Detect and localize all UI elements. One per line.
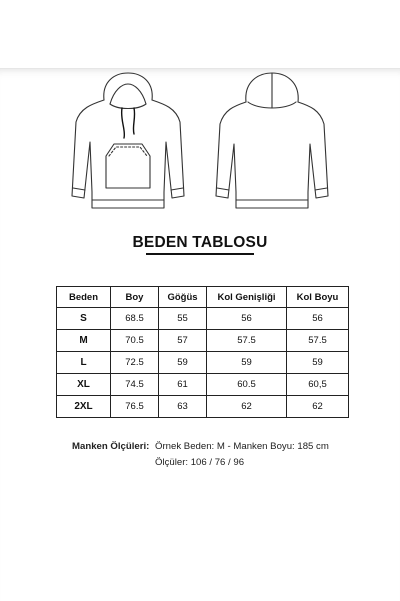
cell-boy: 76.5 xyxy=(111,396,159,418)
size-table xyxy=(56,286,349,418)
cell-boy: 74.5 xyxy=(111,374,159,396)
cell-size: M xyxy=(57,330,111,352)
cell-size: L xyxy=(57,352,111,374)
cell-gogus: 59 xyxy=(159,352,207,374)
model-sample-size: Örnek Beden: M - Manken Boyu: 185 cm xyxy=(155,441,329,452)
cell-kol-boyu: 60,5 xyxy=(287,374,349,396)
header-beden: Beden xyxy=(57,287,111,308)
header-kol-boyu: Kol Boyu xyxy=(287,287,349,308)
cell-size: S xyxy=(57,308,111,330)
header-kol-genisligi: Kol Genişliği xyxy=(207,287,287,308)
hoodie-front-icon xyxy=(64,70,192,216)
cell-boy: 70.5 xyxy=(111,330,159,352)
table-row xyxy=(57,308,349,330)
cell-kol-boyu: 62 xyxy=(287,396,349,418)
cell-kol-genisligi: 56 xyxy=(207,308,287,330)
header-gogus: Göğüs xyxy=(159,287,207,308)
cell-kol-boyu: 56 xyxy=(287,308,349,330)
cell-boy: 68.5 xyxy=(111,308,159,330)
table-row xyxy=(57,330,349,352)
top-band xyxy=(0,0,400,68)
cell-gogus: 57 xyxy=(159,330,207,352)
model-measurements-label: Manken Ölçüleri: xyxy=(72,441,150,452)
table-row xyxy=(57,396,349,418)
cell-size: 2XL xyxy=(57,396,111,418)
cell-kol-boyu: 59 xyxy=(287,352,349,374)
table-row xyxy=(57,374,349,396)
size-chart-title: BEDEN TABLOSU xyxy=(132,234,268,251)
cell-kol-boyu: 57.5 xyxy=(287,330,349,352)
title-underline xyxy=(146,253,254,255)
table-row xyxy=(57,352,349,374)
cell-gogus: 61 xyxy=(159,374,207,396)
header-boy: Boy xyxy=(111,287,159,308)
hoodie-back-icon xyxy=(208,70,336,216)
cell-kol-genisligi: 62 xyxy=(207,396,287,418)
model-body-measurements: Ölçüler: 106 / 76 / 96 xyxy=(155,457,245,468)
cell-kol-genisligi: 59 xyxy=(207,352,287,374)
cell-boy: 72.5 xyxy=(111,352,159,374)
cell-size: XL xyxy=(57,374,111,396)
cell-kol-genisligi: 60.5 xyxy=(207,374,287,396)
cell-gogus: 63 xyxy=(159,396,207,418)
cell-gogus: 55 xyxy=(159,308,207,330)
cell-kol-genisligi: 57.5 xyxy=(207,330,287,352)
table-header-row xyxy=(57,287,349,308)
